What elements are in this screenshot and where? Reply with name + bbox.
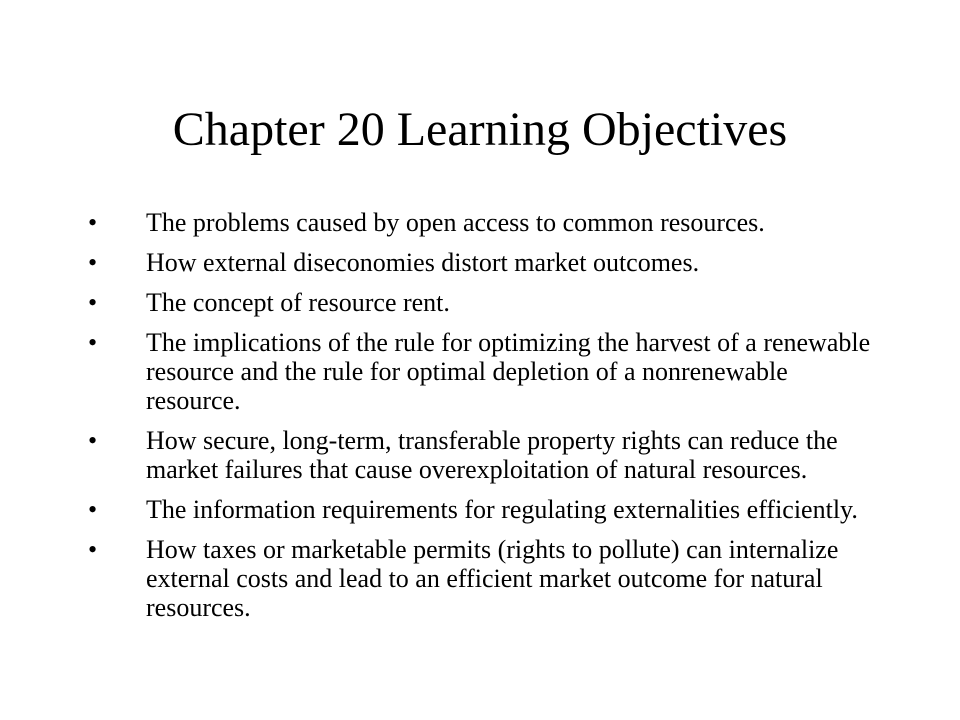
objectives-list	[88, 208, 888, 633]
list-item	[88, 328, 888, 415]
slide-title: Chapter 20 Learning Objectives	[172, 103, 788, 156]
bullet-icon: •	[88, 426, 98, 455]
bullet-icon: •	[88, 495, 98, 524]
list-item	[88, 288, 888, 317]
list-item	[88, 208, 888, 237]
list-item-text: The implications of the rule for optimizing the harvest of a renewable resource and the rule for optimal depletion of a nonrenewable resource.	[146, 328, 871, 415]
bullet-icon: •	[88, 208, 98, 237]
list-item	[88, 495, 888, 524]
list-item	[88, 535, 888, 622]
list-item-text: How secure, long-term, transferable property rights can reduce the market failures that cause overexploitation of natural resources.	[146, 426, 838, 484]
list-item-text: The information requirements for regulating externalities efficiently.	[146, 495, 858, 524]
list-item-text: How taxes or marketable permits (rights to pollute) can internalize external costs and lead to an efficient market outcome for natural resources.	[146, 535, 839, 622]
list-item-text: How external diseconomies distort market outcomes.	[146, 248, 700, 277]
list-item-text: The problems caused by open access to common resources.	[146, 208, 765, 237]
bullet-icon: •	[88, 535, 98, 564]
bullet-icon: •	[88, 248, 98, 277]
bullet-icon: •	[88, 288, 98, 317]
list-item	[88, 426, 888, 484]
list-item	[88, 248, 888, 277]
list-item-text: The concept of resource rent.	[146, 288, 450, 317]
bullet-icon: •	[88, 328, 98, 357]
